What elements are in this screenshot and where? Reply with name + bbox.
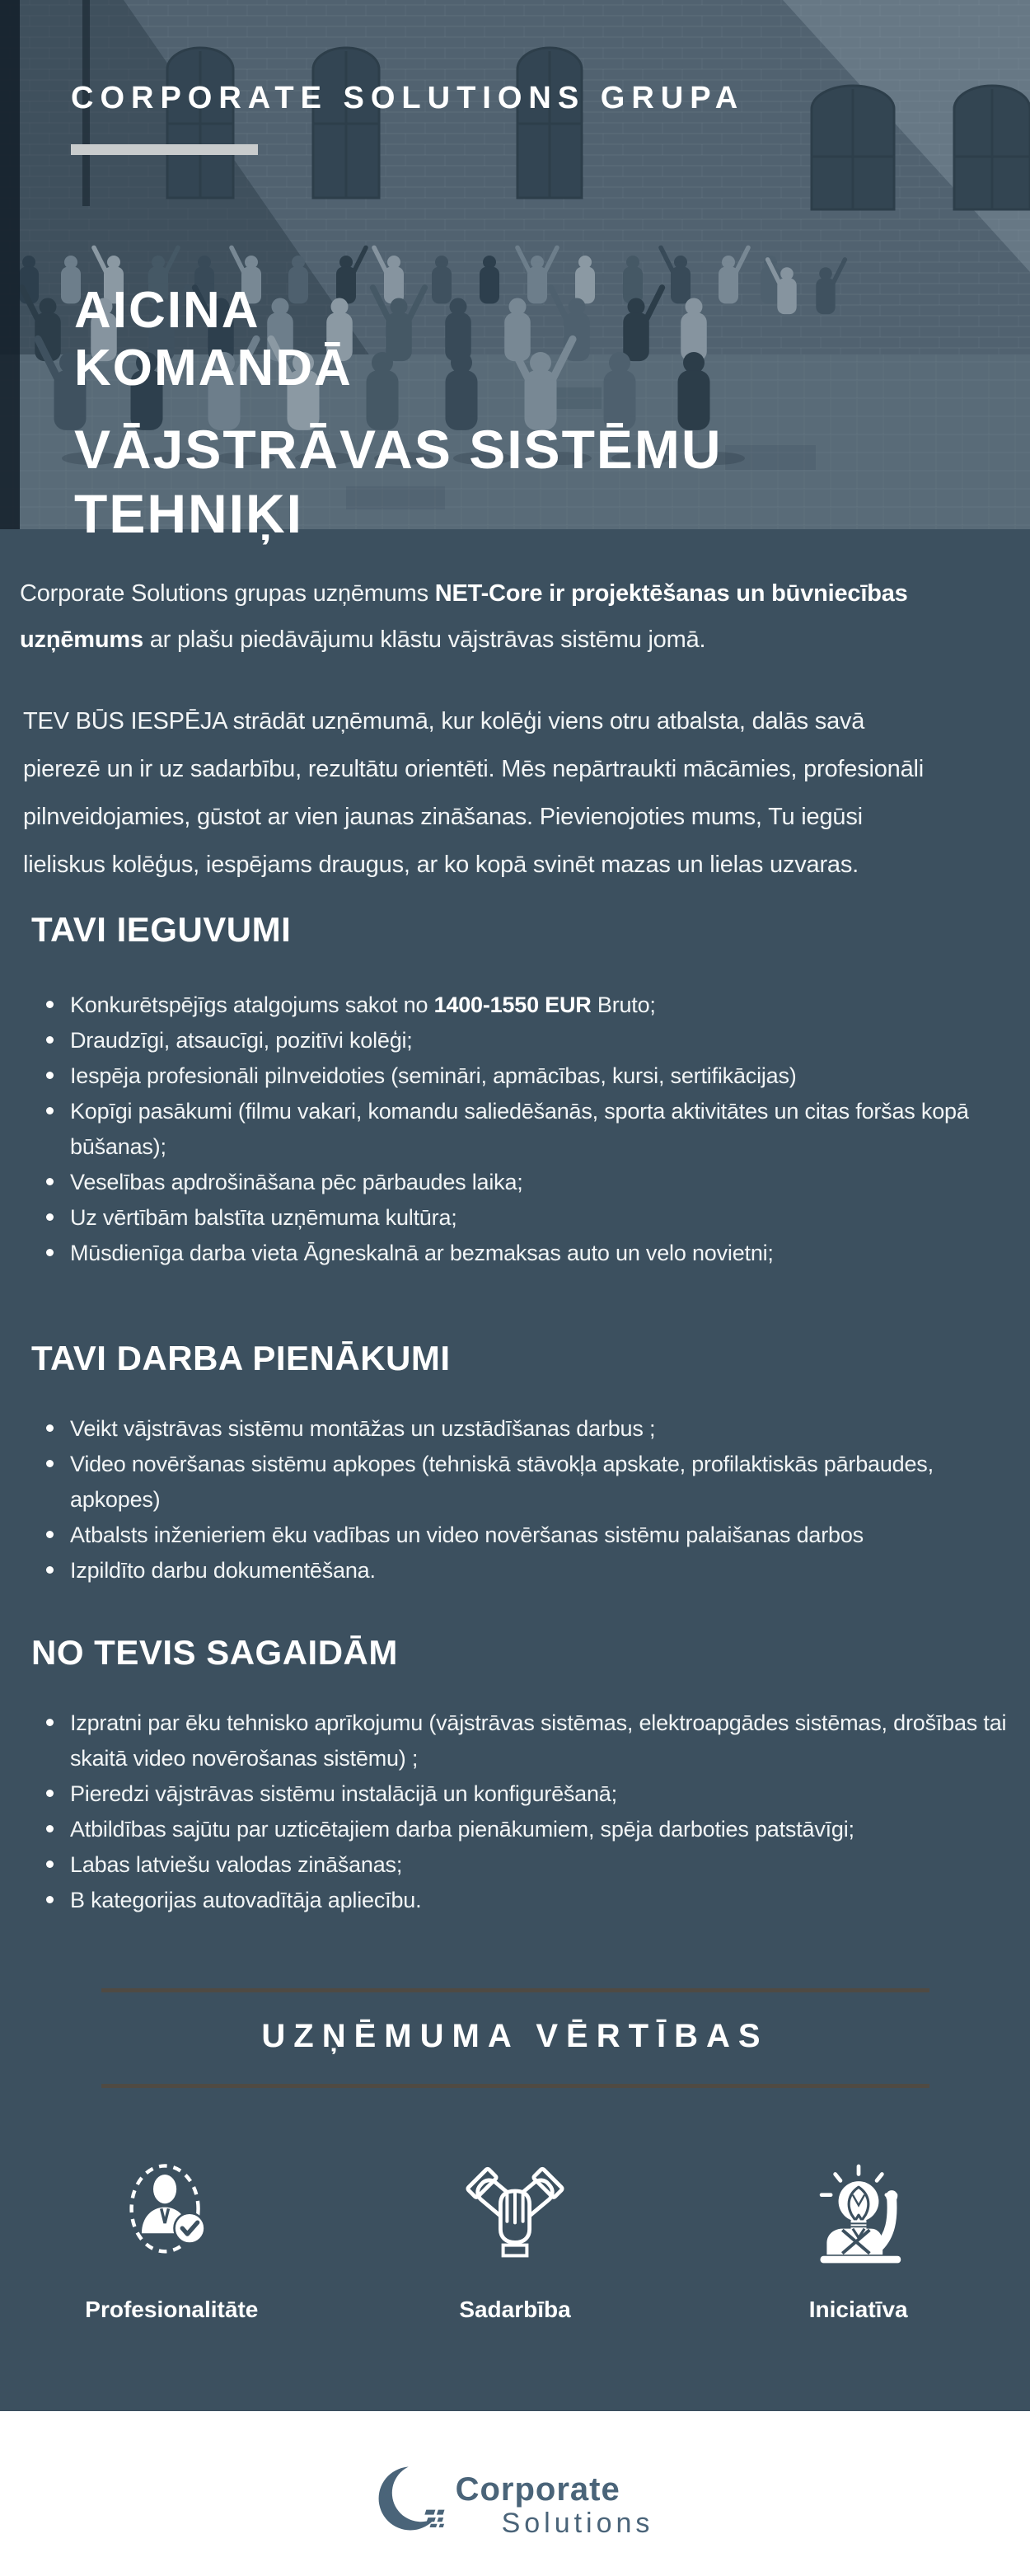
bullet-list [0,1706,1030,1918]
bullet-text: Draudzīgi, atsaucīgi, pozitīvi kolēģi; [70,1028,413,1053]
bullet-dot [46,1107,54,1114]
bullet-dot [46,1790,54,1797]
company-logo [377,2462,654,2540]
hero-overlay [0,0,1030,545]
intro-text-pre: Corporate Solutions grupas uzņēmums [20,580,435,607]
invite-heading [74,282,353,397]
bullet-text: Video novēršanas sistēmu apkopes (tehniskā stāvokļa apskate, profilaktiskās pārbaudes, apkopes) [70,1452,934,1512]
list-item [0,1776,1007,1812]
bullet-text: Kopīgi pasākumi (filmu vakari, komandu saliedēšanās, sporta aktivitātes un citas foršas kopā būšanas); [70,1099,969,1159]
section-duties [0,1339,1030,1588]
list-item [0,1706,1007,1776]
bullet-text: Uz vērtībām balstīta uzņēmuma kultūra; [70,1205,457,1230]
bullet-dot [46,1896,54,1903]
section-title: NO TEVIS SAGAIDĀM [31,1633,398,1672]
role-line2: TEHNIĶI [74,483,303,545]
bullet-text: Labas latviešu valodas zināšanas; [70,1852,403,1877]
bullet-dot [46,1531,54,1538]
list-item [0,1058,1007,1094]
value-label: Sadarbība [459,2297,571,2322]
list-item [0,1411,1007,1447]
bullet-dot [46,1036,54,1044]
list-item [0,1447,1007,1518]
values-divider-top [101,1988,929,1992]
bullet-dot [46,1719,54,1726]
footer [0,2411,1030,2576]
values-row [0,2157,1030,2324]
logo-text-corporate: Corporate [455,2471,620,2508]
values-section [0,1988,1030,2324]
brand-underline [71,144,258,155]
bullet-dot [46,1001,54,1008]
value-item-initiative [686,2157,1030,2324]
intro-text-bold: NET-Core ir projektēšanas un būvniecības uzņēmums [20,580,908,653]
list-item [0,1236,1007,1271]
bullet-text: Veikt vājstrāvas sistēmu montāžas un uzstādīšanas darbus ; [70,1416,656,1441]
list-item [0,1553,1007,1588]
list-item [0,1165,1007,1200]
value-label: Iniciatīva [808,2297,908,2322]
value-item-cooperation [344,2157,687,2324]
bullet-list [0,988,1030,1271]
section-title: TAVI DARBA PIENĀKUMI [31,1339,451,1377]
bullet-list [0,1411,1030,1588]
list-item [0,1023,1007,1058]
list-item [0,988,1007,1023]
bullet-dot [46,1825,54,1832]
bullet-text: Iespēja profesionāli pilnveidoties (semināri, apmācības, kursi, sertifikācijas) [70,1063,797,1088]
bullet-dot [46,1178,54,1185]
bullet-text: Konkurētspējīgs atalgojums sakot no 1400-1550 EUR Bruto; [70,992,656,1017]
bullet-dot [46,1072,54,1079]
role-heading [74,417,723,546]
lightbulb-idea-icon [803,2157,914,2264]
logo-text-solutions: Solutions [501,2508,654,2539]
invite-line2: KOMANDĀ [74,339,353,396]
bullet-dot [46,1566,54,1574]
section-expectations [0,1633,1030,1918]
section-title: TAVI IEGUVUMI [31,910,292,949]
bullet-text: Atbalsts inženieriem ēku vadības un video novēršanas sistēmu palaišanas darbos [70,1523,864,1547]
value-label: Profesionalitāte [85,2297,259,2322]
list-item [0,1847,1007,1883]
list-item [0,1200,1007,1236]
intro-text-post: ar plašu piedāvājumu klāstu vājstrāvas sistēmu jomā. [143,626,706,653]
person-check-icon [117,2156,226,2265]
invite-line1: AICINA [74,281,260,339]
bullet-text: Mūsdienīga darba vieta Āgneskalnā ar bezmaksas auto un velo novietni; [70,1241,774,1265]
bullet-dot [46,1860,54,1868]
list-item [0,1094,1007,1165]
list-item [0,1812,1007,1847]
bullet-text: Veselības apdrošināšana pēc pārbaudes laika; [70,1170,523,1194]
bullet-text: Izpratni par ēku tehnisko aprīkojumu (vājstrāvas sistēmas, elektroapgādes sistēmas, drošības tai skaitā video novērošanas sistēmu) ; [70,1710,1007,1771]
values-title: UZŅĒMUMA VĒRTĪBAS [261,2018,769,2054]
values-divider-bottom [101,2084,929,2088]
bullet-dot [46,1424,54,1432]
bullet-dot [46,1460,54,1467]
brand-title: CORPORATE SOLUTIONS GRUPA [71,81,745,115]
list-item [0,1518,1007,1553]
value-item-professionalism [0,2157,344,2324]
hero-section [0,0,1030,545]
bullet-dot [46,1213,54,1221]
bullet-text: Atbildības sajūtu par uzticētajiem darba pienākumiem, spēja darboties patstāvīgi; [70,1817,854,1842]
about-paragraph: TEV BŪS IESPĒJA strādāt uzņēmumā, kur kolēģi viens otru atbalsta, dalās savā pierezē un ir uz sadarbību, rezultātu orientēti. Mēs nepārtraukti mācāmies, profesionāli pilnveidojamies, gūstot ar vien jaunas zināšanas. Pievienojoties mums, Tu iegūsi lieliskus kolēģus, iespējams draugus, ar ko kopā svinēt mazas un lielas uzvaras. [23,708,925,878]
bullet-text: Pieredzi vājstrāvas sistēmu instalācijā un konfigurēšanā; [70,1781,617,1806]
role-line1: VĀJSTRĀVAS SISTĒMU [74,419,723,481]
bullet-text: B kategorijas autovadītāja apliecību. [70,1888,422,1912]
hands-teamwork-icon [449,2158,581,2264]
intro-paragraph [20,570,1010,663]
bullet-text: Izpildīto darbu dokumentēšana. [70,1558,376,1583]
section-benefits [0,910,1030,1271]
bullet-dot [46,1249,54,1256]
crescent-logo-icon [377,2462,454,2535]
list-item [0,1883,1007,1918]
